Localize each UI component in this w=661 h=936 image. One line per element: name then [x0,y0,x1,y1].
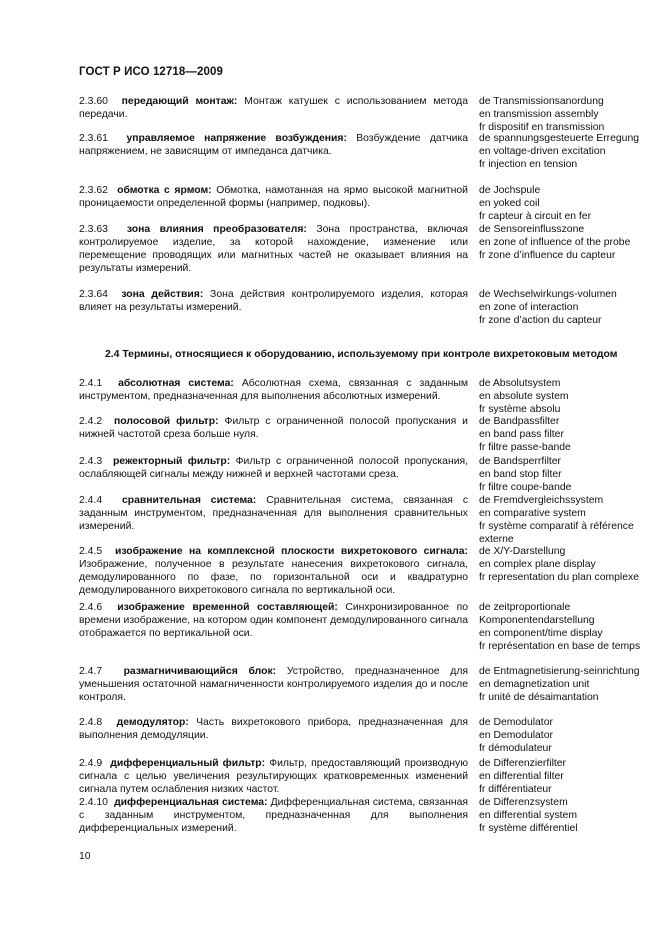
term-definition [79,545,468,597]
translation-line: fr système comparatif à référence externe [479,521,634,545]
term-name: полосовой фильтр: [114,416,219,427]
translation-line: en transmission assembly [479,109,599,120]
term-definition [79,494,468,533]
translation-line: en voltage-driven excitation [479,146,606,157]
translation-line: de Transmissionsanordung [479,96,604,107]
term-definition [79,184,468,210]
translation-line: en demagnetization unit [479,679,590,690]
term-translations [479,757,645,796]
term-number: 2.4.9 [79,758,103,769]
term-definition-text: Фильтр с ограниченной полосой пропускания и нижней частотой среза больше нуля. [79,416,468,440]
term-number: 2.3.60 [79,96,108,107]
translation-line: en zone of influence of the probe [479,237,631,248]
term-definition-text: Сравнительная система, связанная с заданным инструментом, предназначенная для выполнения сравнительных измерений. [79,495,469,532]
translation-line: de zeitproportionale Komponentendarstellung [479,602,595,626]
translation-line: fr zone d’influence du capteur [479,250,616,261]
term-number: 2.4.7 [79,666,103,677]
translation-line: fr representation du plan complexe [479,572,639,583]
term-translations [479,601,645,653]
translation-line: fr filtre passe-bande [479,442,571,453]
term-name: обмотка с ярмом: [117,185,212,196]
term-translations [479,132,645,171]
term-translations [479,796,645,835]
term-number: 2.4.10 [79,797,108,808]
translation-line: fr unité de désaimantation [479,692,599,703]
term-definition-text: Абсолютная схема, связанная с заданным инструментом, предназначенная для выполнения абсолютных измерений. [79,378,469,402]
term-number: 2.3.62 [79,185,108,196]
translation-line: en yoked coil [479,198,540,209]
term-translations [479,95,645,134]
term-definition-text: Зона пространства, включая контролируемое изделие, за которой нахождение, изменение или перемещение проводящих или магнитных частей не оказывает влияния на результаты измерений. [79,224,469,274]
term-number: 2.4.3 [79,456,103,467]
translation-line: de Differenzsystem [479,797,568,808]
page-header: ГОСТ Р ИСО 12718—2009 [79,66,224,78]
term-definition [79,132,468,158]
term-name: зона влияния преобразователя: [126,224,307,235]
translation-line: de Demodulator [479,717,553,728]
term-number: 2.4.1 [79,378,103,389]
term-number: 2.3.64 [79,289,108,300]
translation-line: fr démodulateur [479,743,552,754]
term-definition-text: Устройство, предназначенное для уменьшения остаточной намагниченности контролируемого изделия до и после контроля. [79,666,469,703]
translation-line: de spannungsgesteuerte Erregung [479,133,640,144]
term-translations [479,455,645,494]
term-name: дифференциальный фильтр: [110,758,266,769]
translation-line: en component/time display [479,628,603,639]
translation-line: en comparative system [479,508,586,519]
translation-line: en Demodulator [479,730,553,741]
term-name: размагничивающийся блок: [123,666,277,677]
translation-line: fr capteur à circuit en fer [479,211,592,222]
term-definition-text: Фильтр, предоставляющий производную сигнала с целью увеличения результирующих кратковременных изменений сигнала путем ослабления низких частот. [79,758,468,795]
translation-line: de Absolutsystem [479,378,561,389]
term-translations [479,223,645,262]
term-number: 2.3.61 [79,133,108,144]
term-name: сравнительная система: [121,495,257,506]
term-name: демодулятор: [116,717,189,728]
term-translations [479,716,645,755]
translation-line: fr dispositif en transmission [479,122,605,133]
translation-line: fr système absolu [479,404,561,415]
term-definition-text: Фильтр с ограниченной полосой пропускания, ослабляющей сигналы между нижней и верхней частотами среза. [79,456,469,480]
term-definition [79,757,468,796]
term-definition [79,95,468,121]
term-definition [79,455,468,481]
term-definition [79,288,468,314]
term-definition [79,665,468,704]
term-number: 2.4.4 [79,495,103,506]
translation-line: fr représentation en base de temps [479,641,641,652]
term-definition [79,796,468,835]
translation-line: en band stop filter [479,469,562,480]
term-name: режекторный фильтр: [112,456,231,467]
translation-line: en absolute system [479,391,569,402]
translation-line: fr zone d’action du capteur [479,315,602,326]
term-name: передающий монтаж: [121,96,238,107]
page-number: 10 [79,851,91,862]
translation-line: de Differenzierfilter [479,758,567,769]
term-definition-text: Возбуждение датчика напряжением, не зависящим от импеданса датчика. [79,133,469,157]
translation-line: fr différentiateur [479,784,552,795]
term-number: 2.4.5 [79,546,103,557]
term-definition-text: Синхронизированное по времени изображение, на котором один компонент демодулированного сигнала отображается по вертикальной оси. [79,602,468,639]
translation-line: de Jochspule [479,185,541,196]
term-definition [79,377,468,403]
term-translations [479,545,645,584]
term-definition [79,223,468,275]
term-number: 2.4.2 [79,416,103,427]
translation-line: de X/Y-Darstellung [479,546,566,557]
term-name: зона действия: [121,289,204,300]
translation-line: de Sensoreinflusszone [479,224,585,235]
translation-line: en complex plane display [479,559,596,570]
term-definition [79,601,468,640]
term-translations [479,288,645,327]
section-title: 2.4 Термины, относящиеся к оборудованию, используемому при контроле вихретоковым методом [105,349,618,360]
term-number: 2.4.6 [79,602,103,613]
term-definition-text: Часть вихретокового прибора, предназначенная для выполнения демодуляции. [79,717,468,741]
translation-line: de Wechselwirkungs-volumen [479,289,617,300]
translation-line: de Entmagnetisierung-seinrichtung [479,666,640,677]
translation-line: fr injection en tension [479,159,578,170]
translation-line: en zone of interaction [479,302,579,313]
term-number: 2.3.63 [79,224,108,235]
translation-line: de Bandpassfilter [479,416,560,427]
translation-line: en differential system [479,810,577,821]
translation-line: de Fremdvergleichssystem [479,495,604,506]
term-translations [479,184,645,223]
translation-line: en band pass filter [479,429,564,440]
term-definition [79,415,468,441]
term-definition-text: Дифференциальная система, связанная с заданным инструментом, предназначенная для выполнения дифференциальных измерений. [79,797,468,834]
term-definition-text: Изображение, полученное в результате нанесения вихретокового сигнала, демодулированного по фазе, по горизонтальной оси и квадратурно демодулированного вихретокового сигнала по вертикальной оси. [79,559,468,596]
translation-line: en differential filter [479,771,564,782]
term-name: изображение временной составляющей: [117,602,338,613]
term-name: дифференциальная система: [114,797,268,808]
translation-line: de Bandsperrfilter [479,456,562,467]
term-name: абсолютная система: [118,378,234,389]
term-definition-text: Зона действия контролируемого изделия, которая влияет на результаты измерений. [79,289,469,313]
term-definition-text: Монтаж катушек с использованием метода передачи. [79,96,469,120]
translation-line: fr système différentiel [479,823,578,834]
term-number: 2.4.8 [79,717,103,728]
term-translations [479,494,645,546]
term-definition-text: Обмотка, намотанная на ярмо высокой магнитной проницаемости определенной формы (например, подковы). [79,185,468,209]
term-definition [79,716,468,742]
translation-line: fr filtre coupe-bande [479,482,572,493]
term-name: управляемое напряжение возбуждения: [126,133,347,144]
term-name: изображение на комплексной плоскости вихретокового сигнала: [114,546,468,557]
term-translations [479,415,645,454]
term-translations [479,665,645,704]
term-translations [479,377,645,416]
